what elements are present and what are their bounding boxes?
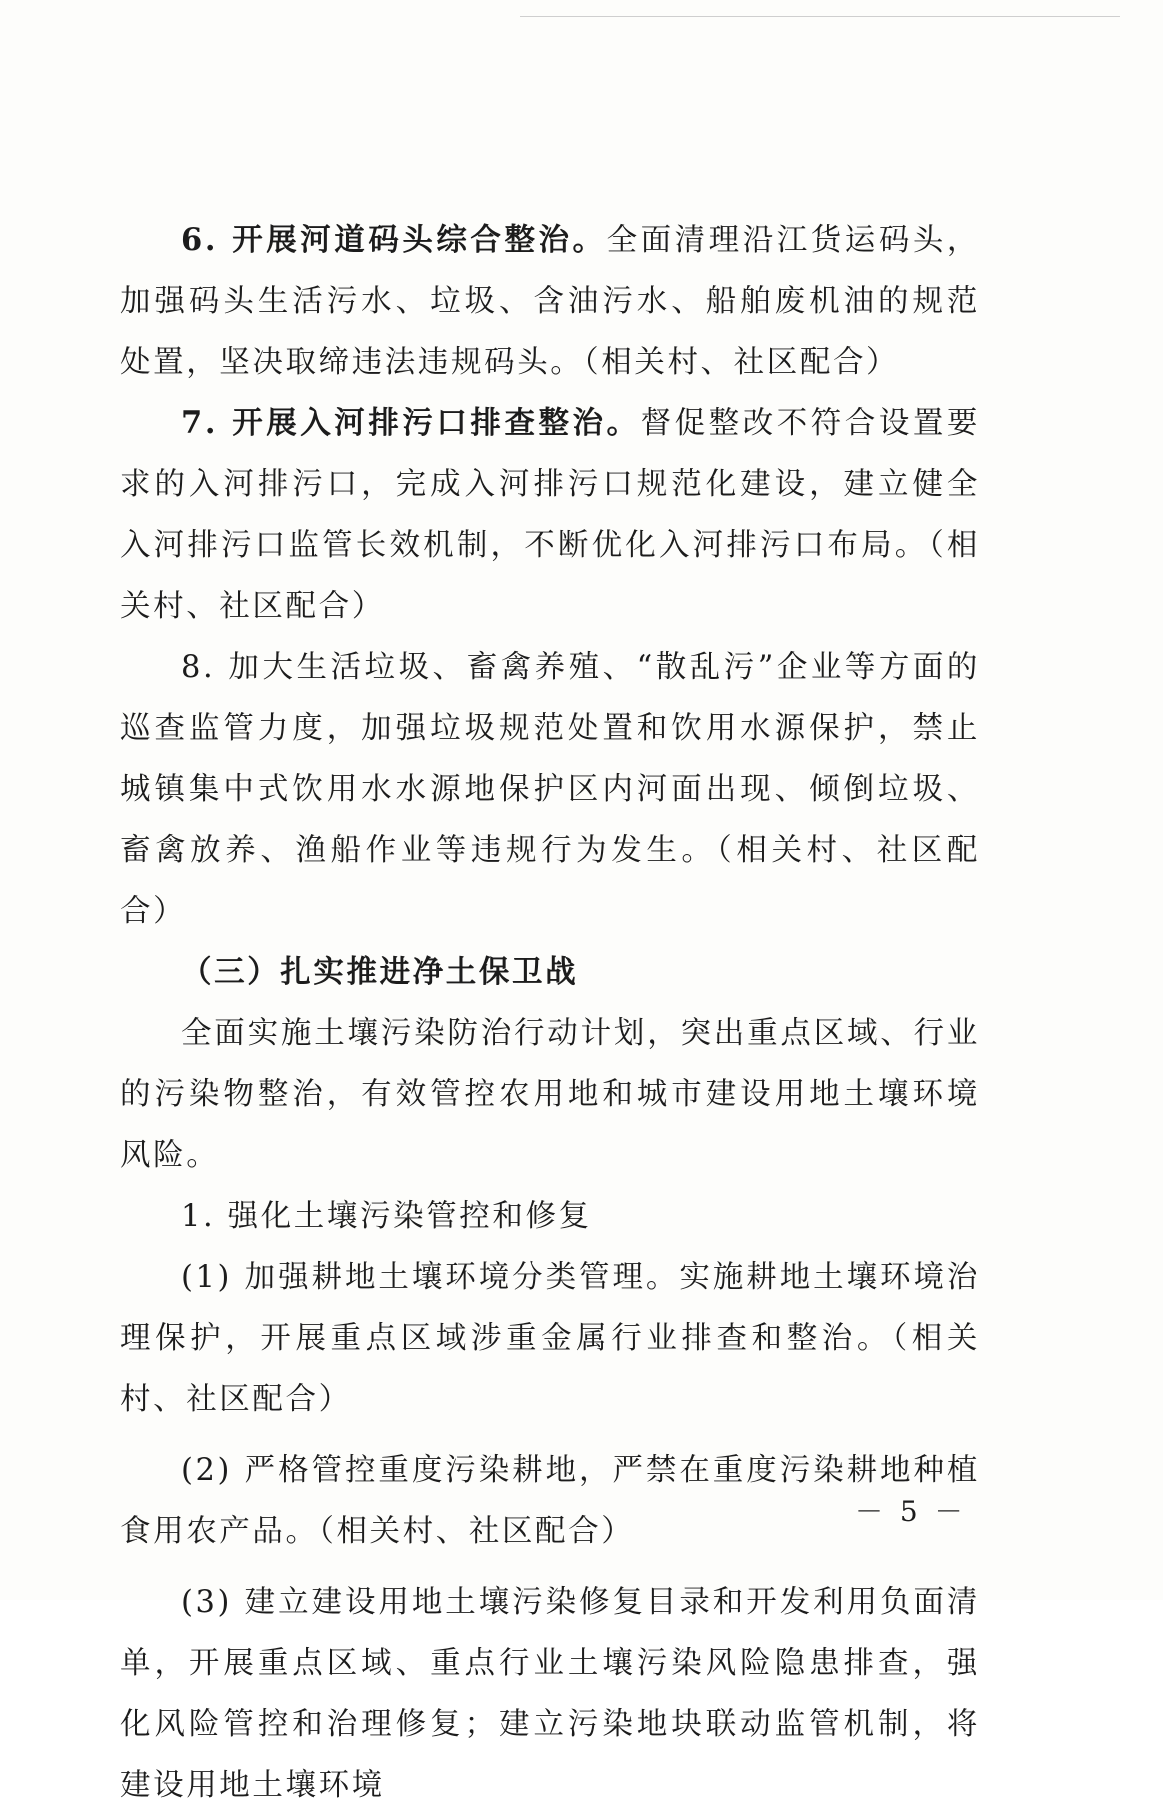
page-number: － 5 － — [855, 1495, 967, 1528]
document-body — [120, 210, 980, 1816]
paragraph-item-6 — [120, 210, 980, 393]
list-item-2: (2) 严格管控重度污染耕地，严禁在重度污染耕地种植食用农产品。（相关村、社区配合） — [120, 1453, 980, 1549]
list-item-3: (3) 建立建设用地土壤污染修复目录和开发利用负面清单，开展重点区域、重点行业土壤污染风险隐患排查，强化风险管控和治理修复；建立污染地块联动监管机制，将建设用地土壤环境 — [120, 1585, 980, 1803]
subsection-heading: 1. 强化土壤污染管控和修复 — [181, 1199, 592, 1234]
paragraph-lead: 6. 开展河道码头综合整治。 — [181, 222, 607, 258]
scan-edge-line — [520, 16, 1120, 17]
paragraph-text: 8. 加大生活垃圾、畜禽养殖、“散乱污”企业等方面的巡查监管力度，加强垃圾规范处置和饮用水源保护，禁止城镇集中式饮用水水源地保护区内河面出现、倾倒垃圾、畜禽放养、渔船作业等违规行为发生。（相关村、社区配合） — [120, 650, 980, 929]
paragraph-item-7 — [120, 393, 980, 637]
paragraph-item-8 — [120, 637, 980, 942]
paragraph-lead: 7. 开展入河排污口排查整治。 — [181, 405, 641, 441]
paragraph-text: 全面清理沿江货运码头，加强码头生活污水、垃圾、含油污水、船舶废机油的规范处置，坚决取缔违法违规码头。（相关村、社区配合） — [120, 223, 980, 380]
paragraph-text: 督促整改不符合设置要求的入河排污口，完成入河排污口规范化建设，建立健全入河排污口监管长效机制，不断优化入河排污口布局。（相关村、社区配合） — [120, 406, 980, 624]
section-intro: 全面实施土壤污染防治行动计划，突出重点区域、行业的污染物整治，有效管控农用地和城市建设用地土壤环境风险。 — [120, 1016, 980, 1173]
list-item-1: (1) 加强耕地土壤环境分类管理。实施耕地土壤环境治理保护，开展重点区域涉重金属行业排查和整治。（相关村、社区配合） — [120, 1260, 980, 1417]
section-heading: （三）扎实推进净土保卫战 — [181, 954, 579, 990]
